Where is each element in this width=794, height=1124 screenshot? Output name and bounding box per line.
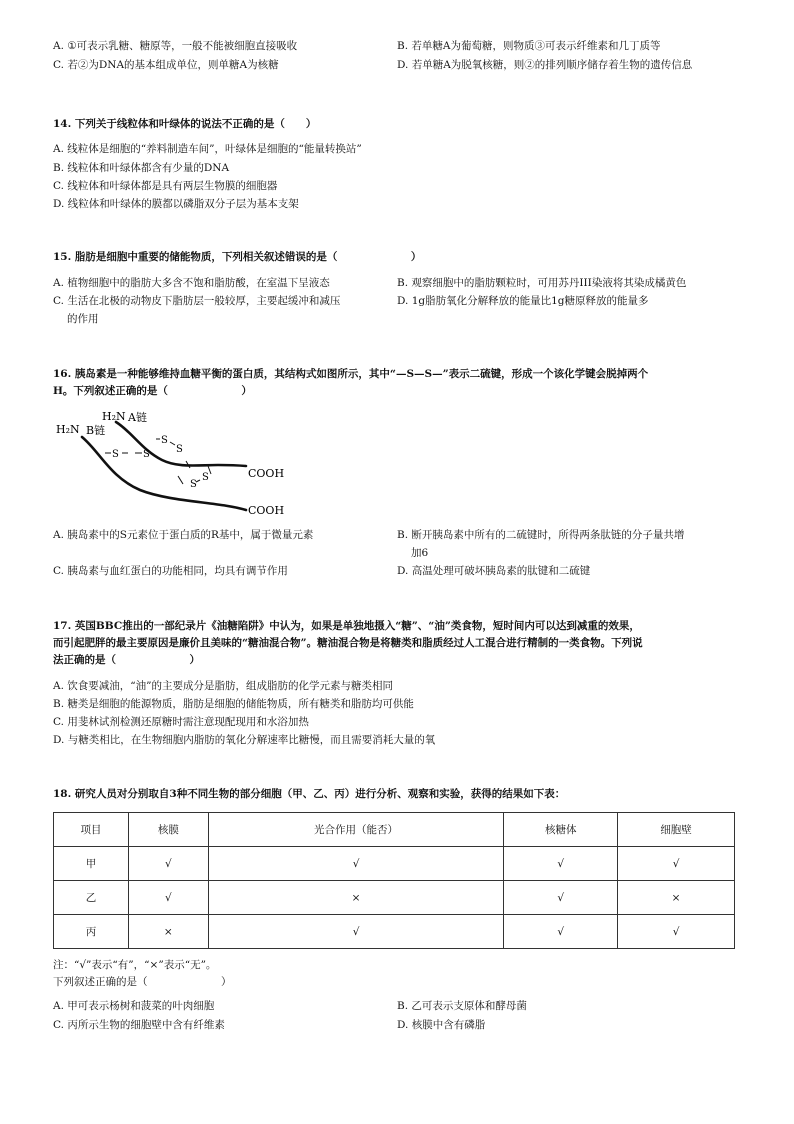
q15-title: 15. 脂肪是细胞中重要的储能物质，下列相关叙述错误的是（ ） bbox=[53, 251, 422, 263]
table-cell: 甲 bbox=[54, 847, 129, 881]
q18-option-a: A. 甲可表示杨树和菠菜的叶肉细胞 bbox=[53, 1000, 215, 1012]
q16-title-line1: 16. 胰岛素是一种能够维持血糖平衡的蛋白质，其结构式如图所示，其中“—S—S—”表示二硫键，形成一个该化学键会脱掉两个 bbox=[53, 368, 649, 380]
q18-option-b: B. 乙可表示支原体和酵母菌 bbox=[397, 1000, 527, 1012]
q15-option-c: C. 生活在北极的动物皮下脂肪层一般较厚，主要起缓冲和减压 bbox=[53, 295, 341, 307]
q17-title-line3: 法正确的是（ ） bbox=[53, 654, 200, 666]
a-chain-nterm-label: H₂N bbox=[102, 410, 126, 423]
q16-option-b-cont: 加6 bbox=[411, 547, 429, 559]
q14-option-d: D. 线粒体和叶绿体的膜都以磷脂双分子层为基本支架 bbox=[53, 198, 299, 210]
q15-option-c-cont: 的作用 bbox=[67, 313, 99, 325]
table-cell: × bbox=[618, 881, 735, 915]
disulfide-s-2: S bbox=[143, 449, 150, 460]
q14-title: 14. 下列关于线粒体和叶绿体的说法不正确的是（ ） bbox=[53, 118, 317, 130]
q13-option-d: D. 若单糖A为脱氧核糖，则②的排列顺序储存着生物的遗传信息 bbox=[397, 59, 693, 71]
table-cell: √ bbox=[504, 881, 618, 915]
b-chain-nterm-label: H₂N bbox=[56, 423, 80, 436]
disulfide-s-4: S bbox=[176, 444, 183, 455]
q15-option-d: D. 1g脂肪氧化分解释放的能量比1g糖原释放的能量多 bbox=[397, 295, 649, 307]
q16-option-c: C. 胰岛素与血红蛋白的功能相同，均具有调节作用 bbox=[53, 565, 288, 577]
q14-option-a: A. 线粒体是细胞的“养料制造车间”，叶绿体是细胞的“能量转换站” bbox=[53, 143, 362, 155]
a-chain-label: A链 bbox=[128, 411, 147, 424]
q17-option-a: A. 饮食要减油，“油”的主要成分是脂肪，组成脂肪的化学元素与糖类相同 bbox=[53, 680, 393, 692]
q17-option-c: C. 用斐林试剂检测还原糖时需注意现配现用和水浴加热 bbox=[53, 716, 309, 728]
q16-option-a: A. 胰岛素中的S元素位于蛋白质的R基中，属于微量元素 bbox=[53, 529, 314, 541]
q14-option-c: C. 线粒体和叶绿体都是具有两层生物膜的细胞器 bbox=[53, 180, 278, 192]
table-cell: 乙 bbox=[54, 881, 129, 915]
a-chain-cterm-label: COOH bbox=[248, 467, 285, 480]
q16-option-d: D. 高温处理可破坏胰岛素的肽键和二硫键 bbox=[397, 565, 591, 577]
q18-results-table bbox=[53, 812, 735, 949]
table-row bbox=[54, 847, 735, 881]
table-cell: √ bbox=[208, 915, 504, 949]
table-row bbox=[54, 915, 735, 949]
table-cell: × bbox=[128, 915, 208, 949]
q17-option-b: B. 糖类是细胞的能源物质，脂肪是细胞的储能物质，所有糖类和脂肪均可供能 bbox=[53, 698, 414, 710]
q18-note: 注：“√”表示“有”，“×”表示“无”。 bbox=[53, 959, 217, 971]
b-chain-line bbox=[82, 437, 246, 510]
table-cell: 丙 bbox=[54, 915, 129, 949]
table-cell: √ bbox=[504, 915, 618, 949]
q16-title-line2: H。下列叙述正确的是（ ） bbox=[53, 385, 252, 397]
q13-option-b: B. 若单糖A为葡萄糖，则物质③可表示纤维素和几丁质等 bbox=[397, 40, 661, 52]
q16-option-b: B. 断开胰岛素中所有的二硫键时，所得两条肽链的分子量共增 bbox=[397, 529, 685, 541]
q14-option-b: B. 线粒体和叶绿体都含有少量的DNA bbox=[53, 162, 230, 174]
table-cell: √ bbox=[504, 847, 618, 881]
insulin-structure-figure bbox=[50, 402, 310, 524]
q13-option-a: A. ①可表示乳糖、糖原等，一般不能被细胞直接吸收 bbox=[53, 40, 298, 52]
table-cell: × bbox=[208, 881, 504, 915]
q17-title-line1: 17. 英国BBC推出的一部纪录片《油糖陷阱》中认为，如果是单独地摄入“糖”、“油”类食物，短时间内可以达到减重的效果， bbox=[53, 620, 640, 632]
table-cell: √ bbox=[208, 847, 504, 881]
disulfide-s-5: S bbox=[190, 479, 197, 490]
table-cell: √ bbox=[128, 881, 208, 915]
q15-option-a: A. 植物细胞中的脂肪大多含不饱和脂肪酸，在室温下呈液态 bbox=[53, 277, 330, 289]
q18-title: 18. 研究人员对分别取自3种不同生物的部分细胞（甲、乙、丙）进行分析、观察和实验，获得的结果如下表： bbox=[53, 788, 566, 800]
table-header-cell: 光合作用（能否） bbox=[208, 813, 504, 847]
b-chain-cterm-label: COOH bbox=[248, 504, 285, 517]
q15-option-b: B. 观察细胞中的脂肪颗粒时，可用苏丹III染液将其染成橘黄色 bbox=[397, 277, 687, 289]
disulfide-s-3: S bbox=[161, 435, 168, 446]
table-header-row bbox=[54, 813, 735, 847]
table-header-cell: 细胞壁 bbox=[618, 813, 735, 847]
q17-option-d: D. 与糖类相比，在生物细胞内脂肪的氧化分解速率比糖慢，而且需要消耗大量的氧 bbox=[53, 734, 436, 746]
disulfide-s-1: S bbox=[112, 449, 119, 460]
table-row bbox=[54, 881, 735, 915]
table-cell: √ bbox=[618, 915, 735, 949]
table-cell: √ bbox=[618, 847, 735, 881]
q18-option-c: C. 丙所示生物的细胞壁中含有纤维素 bbox=[53, 1019, 225, 1031]
q17-title-line2: 而引起肥胖的最主要原因是廉价且美味的“糖油混合物”。糖油混合物是将糖类和脂质经过人工混合进行精制的一类食物。下列说 bbox=[53, 637, 643, 649]
table-header-cell: 核膜 bbox=[128, 813, 208, 847]
b-chain-label: B链 bbox=[86, 424, 106, 437]
q18-option-d: D. 核膜中含有磷脂 bbox=[397, 1019, 486, 1031]
q13-option-c: C. 若②为DNA的基本组成单位，则单糖A为核糖 bbox=[53, 59, 279, 71]
table-header-cell: 核糖体 bbox=[504, 813, 618, 847]
q18-stem: 下列叙述正确的是（ ） bbox=[53, 976, 232, 988]
table-cell: √ bbox=[128, 847, 208, 881]
disulfide-s-6: S bbox=[202, 472, 209, 483]
table-header-cell: 项目 bbox=[54, 813, 129, 847]
